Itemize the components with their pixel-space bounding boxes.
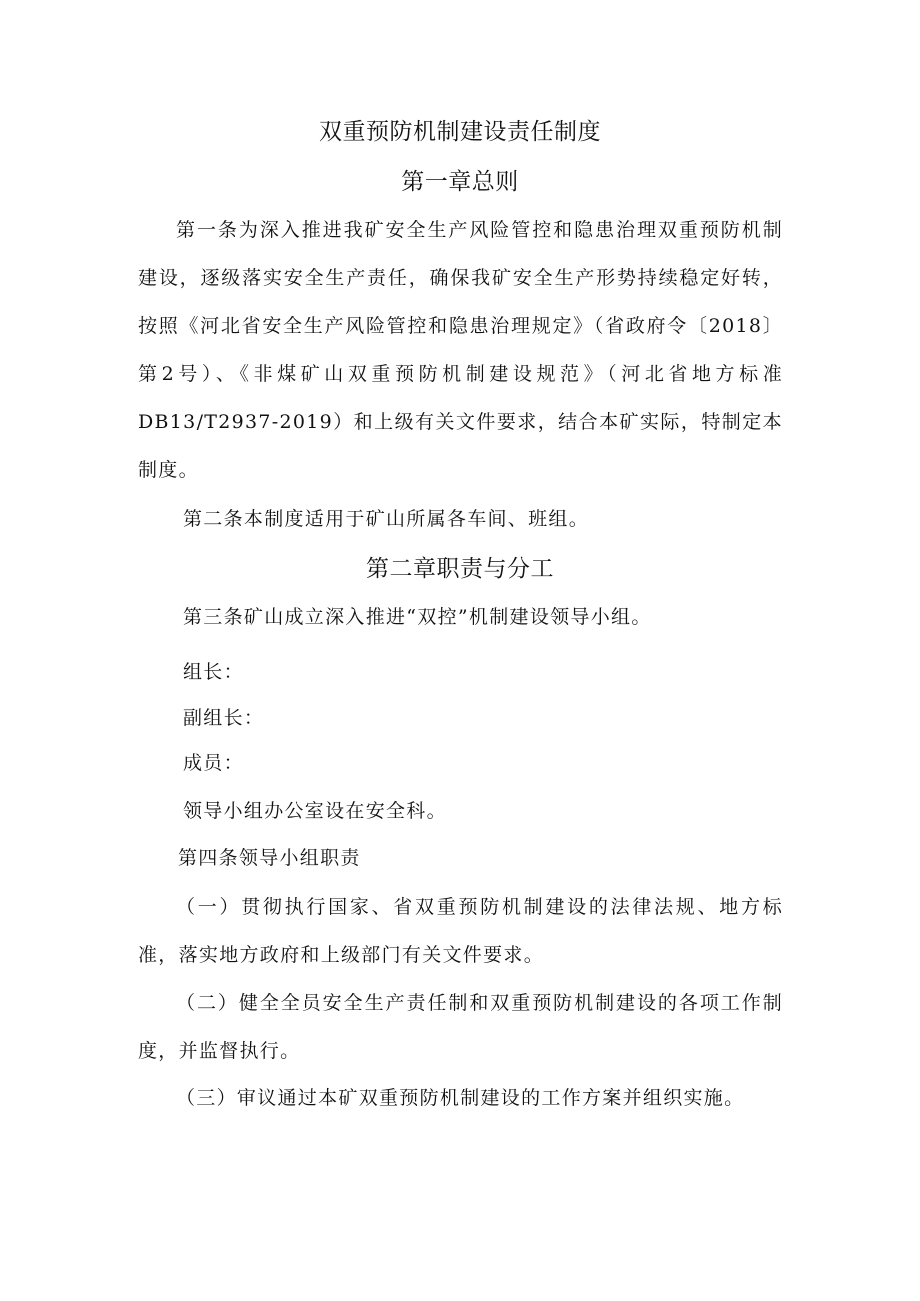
deputy-leader-label: 副组长： xyxy=(183,707,265,729)
chapter-1-heading: 第一章总则 xyxy=(401,169,519,195)
article-2-paragraph: 第二条本制度适用于矿山所属各车间、班组。 xyxy=(183,508,590,530)
duty-3-paragraph: （三）审议通过本矿双重预防机制建设的工作方案并组织实施。 xyxy=(176,1087,745,1109)
members-label: 成员： xyxy=(183,752,244,774)
chapter-2-heading: 第二章职责与分工 xyxy=(366,556,554,582)
group-leader-label: 组长： xyxy=(183,661,244,683)
article-4-heading: 第四条领导小组职责 xyxy=(178,847,361,869)
article-3-paragraph: 第三条矿山成立深入推进“双控”机制建设领导小组。 xyxy=(183,606,652,628)
office-location-text: 领导小组办公室设在安全科。 xyxy=(183,800,447,822)
article-1-paragraph: 第一条为深入推进我矿安全生产风险管控和隐患治理双重预防机制建设，逐级落实安全生产责任，确保我矿安全生产形势持续稳定好转，按照《河北省安全生产风险管控和隐患治理规定》（省政府令〔2018〕第2号）、《非煤矿山双重预防机制建设规范》（河北省地方标准DB13/T2937-2019）和上级有关文件要求，结合本矿实际，特制定本制度。 xyxy=(138,219,783,481)
document-title: 双重预防机制建设责任制度 xyxy=(319,119,601,145)
duty-1-paragraph: （一）贯彻执行国家、省双重预防机制建设的法律法规、地方标准，落实地方政府和上级部门有关文件要求。 xyxy=(138,896,783,966)
duty-2-paragraph: （二）健全全员安全生产责任制和双重预防机制建设的各项工作制度，并监督执行。 xyxy=(138,992,783,1062)
